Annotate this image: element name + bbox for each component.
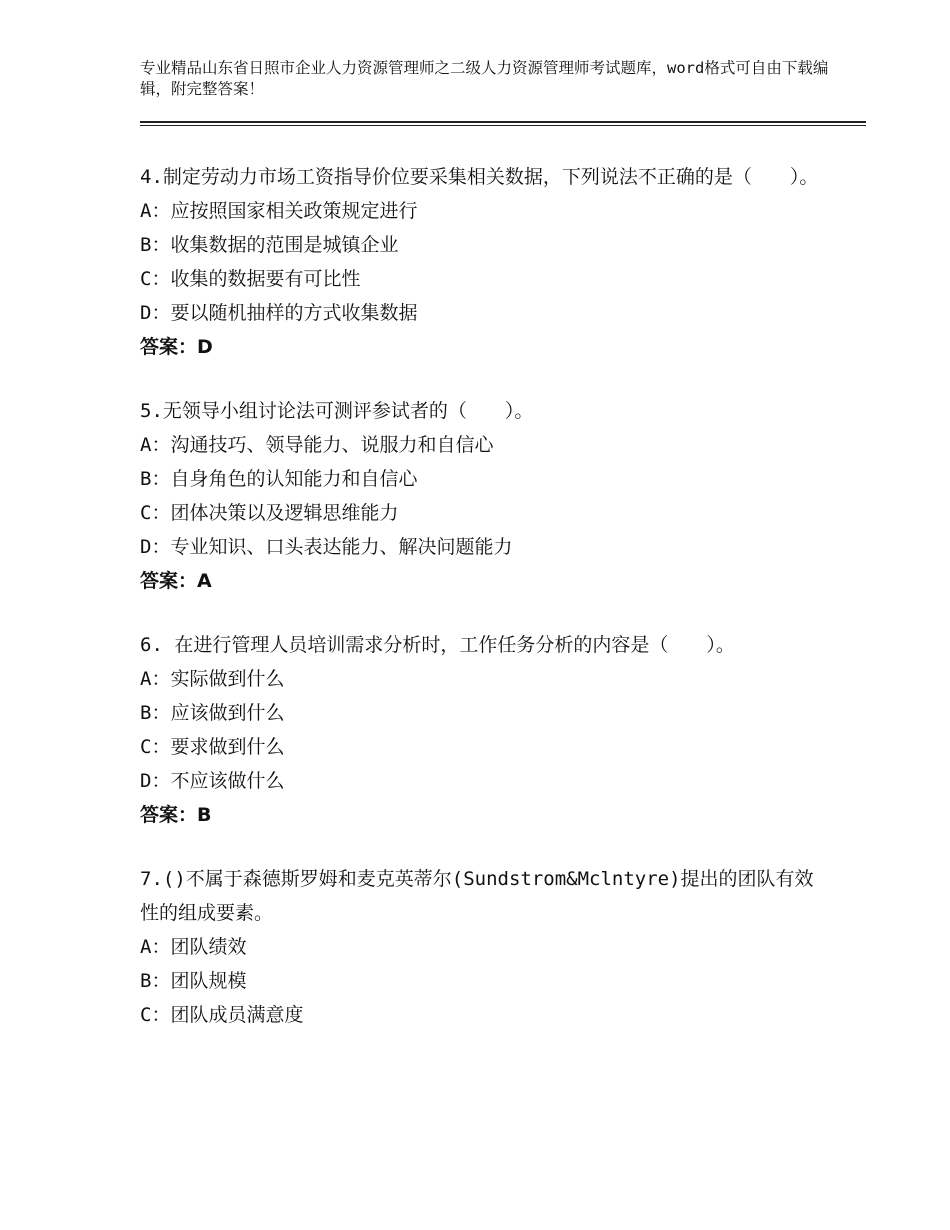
answer-label: 答案：B <box>140 804 212 826</box>
option-a: A：实际做到什么 <box>140 668 285 690</box>
option-c: C：收集的数据要有可比性 <box>140 268 361 290</box>
question-6 <box>140 628 820 832</box>
question-7 <box>140 862 820 1032</box>
header-rule-thin <box>140 125 866 126</box>
question-5 <box>140 394 820 598</box>
option-c: C：团队成员满意度 <box>140 1004 304 1026</box>
question-4 <box>140 160 820 364</box>
option-b: B：收集数据的范围是城镇企业 <box>140 234 399 256</box>
question-list <box>140 160 820 1062</box>
option-b: B：团队规模 <box>140 970 247 992</box>
option-b: B：应该做到什么 <box>140 702 285 724</box>
question-stem: 4.制定劳动力市场工资指导价位要采集相关数据，下列说法不正确的是（ ）。 <box>140 166 819 188</box>
question-stem: 6. 在进行管理人员培训需求分析时，工作任务分析的内容是（ ）。 <box>140 634 735 656</box>
question-stem: 5.无领导小组讨论法可测评参试者的（ ）。 <box>140 400 534 422</box>
answer-label: 答案：D <box>140 336 213 358</box>
option-a: A：应按照国家相关政策规定进行 <box>140 200 418 222</box>
option-a: A：团队绩效 <box>140 936 247 958</box>
option-c: C：团体决策以及逻辑思维能力 <box>140 502 399 524</box>
option-d: D：专业知识、口头表达能力、解决问题能力 <box>140 536 513 558</box>
option-d: D：要以随机抽样的方式收集数据 <box>140 302 418 324</box>
header-rule-thick <box>140 121 866 123</box>
question-stem: 7.()不属于森德斯罗姆和麦克英蒂尔(Sundstrom&Mclntyre)提出的团队有效性的组成要素。 <box>140 868 814 924</box>
option-b: B：自身角色的认知能力和自信心 <box>140 468 418 490</box>
document-header <box>140 58 840 100</box>
option-a: A：沟通技巧、领导能力、说服力和自信心 <box>140 434 494 456</box>
option-d: D：不应该做什么 <box>140 770 285 792</box>
header-title: 专业精品山东省日照市企业人力资源管理师之二级人力资源管理师考试题库，word格式可自由下载编辑，附完整答案！ <box>140 59 829 98</box>
option-c: C：要求做到什么 <box>140 736 285 758</box>
answer-label: 答案：A <box>140 570 212 592</box>
